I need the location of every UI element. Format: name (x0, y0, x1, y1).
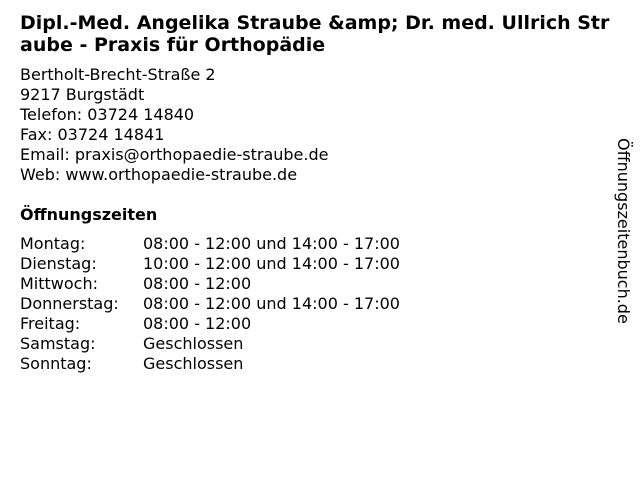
fax-line: Fax: 03724 14841 (20, 125, 165, 144)
opening-hours-table (20, 234, 400, 374)
hours-row-friday (20, 314, 400, 334)
time-value: Geschlossen (143, 334, 244, 353)
hours-row-tuesday (20, 254, 400, 274)
time-value: 08:00 - 12:00 (143, 314, 252, 333)
day-label: Freitag: (20, 314, 81, 333)
hours-row-sunday (20, 354, 400, 374)
time-value: Geschlossen (143, 354, 244, 373)
contact-block (20, 65, 328, 185)
address-street: Bertholt-Brecht-Straße 2 (20, 65, 216, 84)
day-label: Dienstag: (20, 254, 97, 273)
day-label: Donnerstag: (20, 294, 119, 313)
day-label: Sonntag: (20, 354, 92, 373)
email-line: Email: praxis@orthopaedie-straube.de (20, 145, 329, 164)
day-label: Samstag: (20, 334, 96, 353)
time-value: 08:00 - 12:00 (143, 274, 252, 293)
time-value: 08:00 - 12:00 und 14:00 - 17:00 (143, 234, 400, 253)
address-city: 9217 Burgstädt (20, 85, 145, 104)
time-value: 08:00 - 12:00 und 14:00 - 17:00 (143, 294, 400, 313)
day-label: Montag: (20, 234, 86, 253)
watermark-vertical-text: Öffnungszeitenbuch.de (614, 138, 633, 324)
day-label: Mittwoch: (20, 274, 98, 293)
hours-row-saturday (20, 334, 400, 354)
hours-row-wednesday (20, 274, 400, 294)
hours-row-thursday (20, 294, 400, 314)
hours-row-monday (20, 234, 400, 254)
opening-hours-heading: Öffnungszeiten (20, 205, 158, 224)
phone-line: Telefon: 03724 14840 (20, 105, 195, 124)
time-value: 10:00 - 12:00 und 14:00 - 17:00 (143, 254, 400, 273)
practice-title: Dipl.-Med. Angelika Straube &amp; Dr. med. Ullrich Straube - Praxis für Orthopädie (20, 12, 610, 56)
web-line: Web: www.orthopaedie-straube.de (20, 165, 298, 184)
